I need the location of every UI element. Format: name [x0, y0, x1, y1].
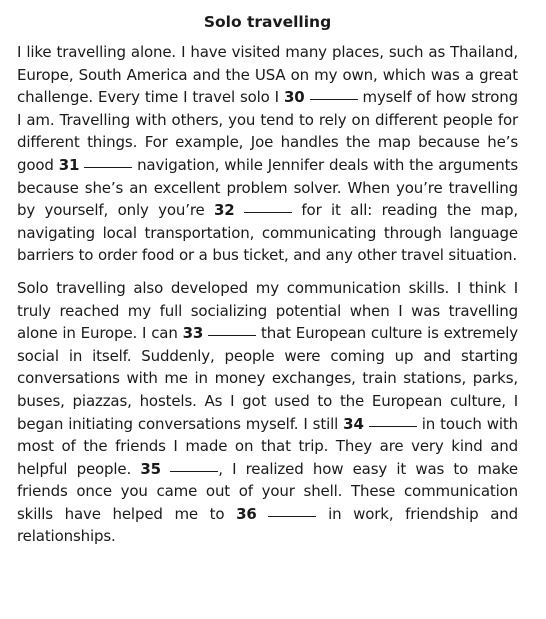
paragraph-1-text-1: I like travelling alone. I have visited many places, such as Thailand, Europe, South America and the USA on my own, which was a great challenge. Every time I travel solo I	[17, 43, 518, 107]
gap-number-36: 36	[236, 504, 257, 523]
paragraph-1	[17, 41, 518, 267]
paragraph-1-text-4: for it all: reading the map, navigating local transportation, communicating through language barriers to order food or a bus ticket, and any other travel situation.	[17, 201, 518, 265]
paragraph-1-text-3: navigation, while Jennifer deals with the arguments because she’s an excellent problem solver. When you’re travelling by yourself, only you’re	[17, 155, 519, 220]
gap-blank-33	[208, 334, 256, 336]
paragraph-1-text-2: myself of how strong I am. Travelling with others, you tend to rely on different people for different things. For example, Joe handles the map because he’s good	[17, 88, 518, 174]
gap-blank-32	[244, 211, 292, 213]
paragraph-2-text-4: , I realized how easy it was to make friends once you came out of your shell. These communication skills have helped me to	[17, 459, 518, 523]
document-title: Solo travelling	[203, 13, 332, 31]
gap-number-31: 31	[58, 155, 80, 174]
gap-blank-30	[310, 98, 358, 100]
paragraph-2-text-2: that European culture is extremely social in itself. Suddenly, people were coming up and starting conversations with me in money exchanges, train stations, parks, buses, piazzas, hostels. As I got used to the European culture, I began initiating conversations myself. I still	[17, 324, 518, 433]
gap-number-35: 35	[140, 459, 161, 478]
gap-blank-34	[369, 425, 417, 427]
gap-number-34: 34	[343, 414, 364, 433]
paragraph-2	[17, 277, 518, 548]
gap-blank-35	[170, 470, 218, 472]
gap-number-30: 30	[283, 88, 305, 107]
gap-number-33: 33	[182, 324, 204, 343]
gap-number-32: 32	[214, 201, 235, 220]
gap-blank-31	[84, 166, 132, 168]
paragraph-2-text-1: Solo travelling also developed my communication skills. I think I truly reached my full socializing potential when I was travelling alone in Europe. I can	[17, 278, 518, 343]
gap-blank-36	[268, 515, 316, 517]
paragraph-2-text-5: in work, friendship and relationships.	[17, 504, 518, 546]
paragraph-2-text-3: in touch with most of the friends I made on that trip. They are very kind and helpful people.	[17, 414, 518, 478]
